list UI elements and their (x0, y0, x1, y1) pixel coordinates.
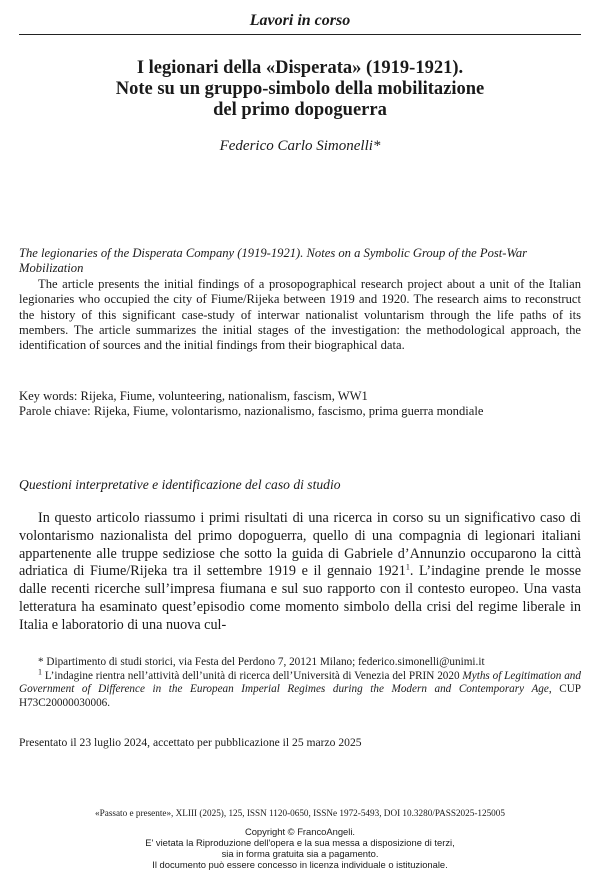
article-title (19, 58, 581, 121)
abstract-text: The article presents the initial findings of a prosopographical research project about a unit of the Italian legionaries who occupied the city of Fiume/Rijeka between 1919 and 1920. The research aims to reconstruct the history of this significant case-study of interwar nationalist voluntarism through the life paths of its members. The article summarizes the initial stages of the investigation: the methodological approach, the identification of sources and the initial findings from their biographical data. (19, 276, 581, 353)
footnotes (19, 656, 581, 710)
copyright-line: Il documento può essere concesso in licenza individuale o istituzionale. (152, 859, 448, 870)
copyright-notice (19, 826, 581, 870)
keywords (19, 389, 581, 420)
keywords-italian: Parole chiave: Rijeka, Fiume, volontarismo, nazionalismo, fascismo, prima guerra mondiale (19, 404, 484, 419)
title-line: del primo dopoguerra (213, 100, 387, 120)
footnote-mark: 1 (38, 666, 42, 676)
journal-citation: «Passato e presente», XLIII (2025), 125, ISSN 1120-0650, ISSNe 1972-5493, DOI 10.3280/PASS2025-125005 (95, 808, 505, 818)
footnote-reference[interactable]: 1 (405, 562, 410, 572)
body-text-part: . L’indagine prende le mosse dalle recenti ricerche sull’impresa fiumana e sul suo rapporto con il contesto europeo. Una vasta letteratura ha esaminato quest’episodio come momento simbolo della crisi del regime liberale in Italia e laboratorio di una nuova cul- (19, 563, 581, 633)
title-line: I legionari della «Disperata» (1919-1921). (136, 58, 464, 78)
footnote-text: L’indagine rientra nell’attività dell’unità di ricerca dell’Università di Venezia del PRIN 2020 (42, 669, 463, 682)
body-text-part: In questo articolo riassumo i primi risultati di una ricerca in corso su un significativo caso di volontarismo nazionalista del primo dopoguerra, quello di una compagnia di legionari italiani appartenente alle truppe sediziose che sotto la guida di Gabriele d’Annunzio occuparono la città adriatica di Fiume/Rijeka tra il settembre 1919 e il gennaio 1921 (19, 510, 581, 580)
copyright-line: sia in forma gratuita sia a pagamento. (221, 848, 379, 859)
footnote-affiliation: * Dipartimento di studi storici, via Festa del Perdono 7, 20121 Milano; federico.simonelli@unimi.it (38, 656, 485, 668)
copyright-line: Copyright © FrancoAngeli. (244, 826, 356, 837)
footnote-text: , CUP H73C20000030006. (19, 683, 581, 709)
author-name: Federico Carlo Simonelli* (219, 138, 381, 154)
header-rule (19, 34, 581, 35)
footnote-project-title: Myths of Legitimation and Government of Difference in the European Imperial Regimes during the Modern and Contemporary Age (19, 669, 581, 696)
title-line: Note su un gruppo-simbolo della mobilitazione (115, 79, 485, 99)
abstract (19, 246, 581, 354)
submission-dates: Presentato il 23 luglio 2024, accettato per pubblicazione il 25 marzo 2025 (19, 736, 362, 749)
keywords-english: Key words: Rijeka, Fiume, volunteering, nationalism, fascism, WW1 (19, 389, 368, 403)
section-label: Lavori in corso (249, 12, 351, 29)
copyright-line: E' vietata la Riproduzione dell'opera e la sua messa a disposizione di terzi, (145, 837, 455, 848)
section-heading: Questioni interpretative e identificazione del caso di studio (19, 477, 341, 492)
footnote-1 (19, 666, 581, 711)
abstract-title: The legionaries of the Disperata Company (1919-1921). Notes on a Symbolic Group of the Post-War Mobilization (19, 246, 528, 276)
body-paragraph (19, 510, 581, 635)
